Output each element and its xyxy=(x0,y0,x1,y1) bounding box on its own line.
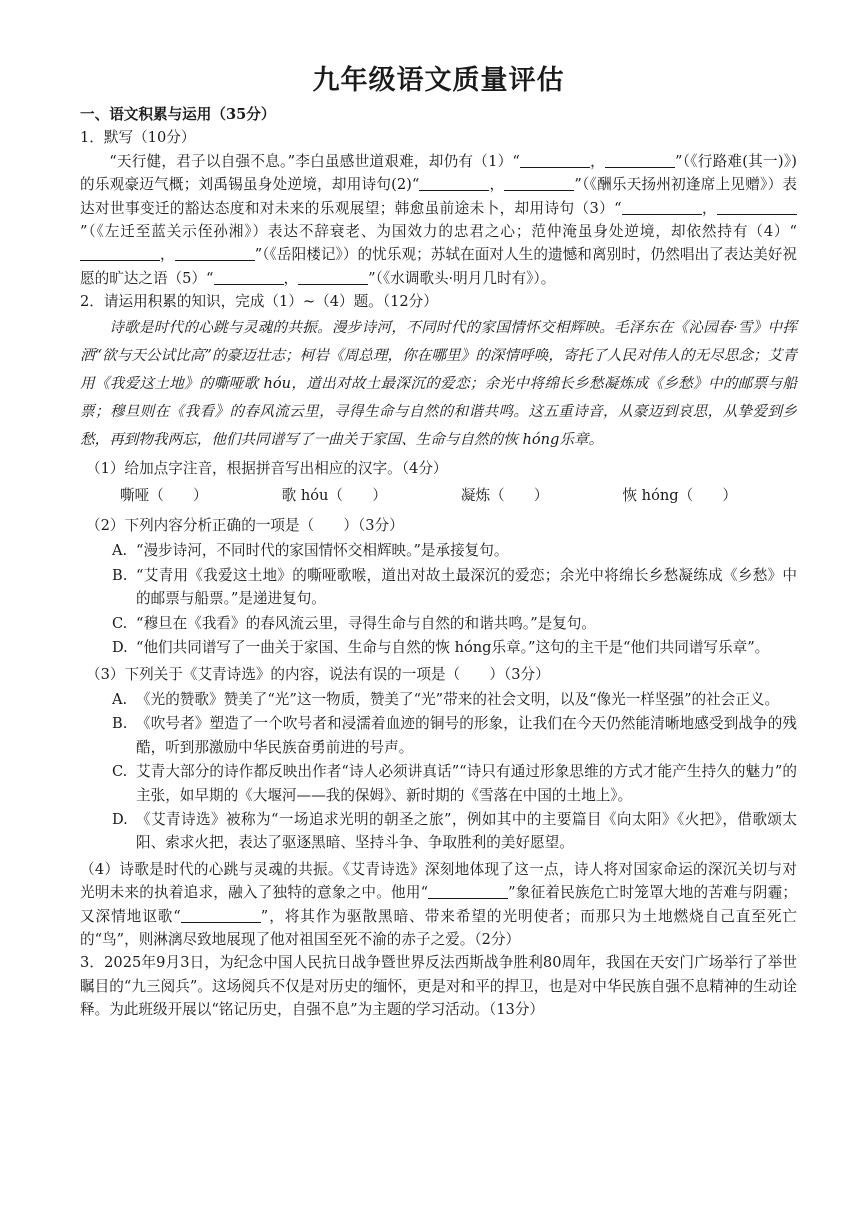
pinyin-item[interactable]: 嘶哑（ ） xyxy=(120,487,208,505)
option-c[interactable]: C. “穆旦在《我看》的春风流云里，寻得生命与自然的和谐共鸣。”是复句。 xyxy=(112,614,597,632)
q2-sub3: （3）下列关于《艾青诗选》的内容，说法有误的一项是（ ）（3分） xyxy=(86,665,550,683)
option-d[interactable]: D. “他们共同谱写了一曲关于家国、生命与自然的恢 hóng乐章。”这句的主干是“他们共同谱写乐章”。 xyxy=(112,639,770,657)
option-d[interactable]: D. 《艾青诗选》被称为“一场追求光明的朝圣之旅”，例如其中的主要篇目《向太阳》《火把》，借歌颂太阳、索求火把，表达了驱逐黑暗、坚持斗争、争取胜利的美好愿望。 xyxy=(112,810,797,852)
answer-blank[interactable] xyxy=(428,884,508,899)
answer-blank[interactable] xyxy=(622,200,702,215)
answer-blank[interactable] xyxy=(717,200,797,215)
answer-blank[interactable] xyxy=(520,153,590,168)
option-b[interactable]: B. 《吹号者》塑造了一个吹号者和浸濡着血迹的铜号的形象，让我们在今天仍然能清晰地感受到战争的残酷，听到那激励中华民族奋勇前进的号声。 xyxy=(112,715,797,756)
q2-heading: 2．请运用积累的知识，完成（1）~（4）题。（12分） xyxy=(80,293,438,311)
q2-sub1: （1）给加点字注音，根据拼音写出相应的汉字。（4分） xyxy=(86,459,448,477)
answer-blank[interactable] xyxy=(419,176,489,191)
answer-blank[interactable] xyxy=(504,176,574,191)
answer-blank[interactable] xyxy=(181,908,261,923)
q1-body: “天行健，君子以自强不息。”李白虽感世道艰难，却仍有（1）“ ， ”（《行路难(其一)》)的乐观豪迈气概；刘禹锡虽身处逆境，却用诗句(2)“ ， ”（《酬乐天扬州初逢席上见赠》）表达对世事变迁的豁达态度和对未来的乐观展望；韩愈虽前途未卜，却用诗句（3）“ ，”（《左迁至蓝关示侄孙湘》）表达不辞衰老、为国效力的忠君之心；范仲淹虽身处逆境，却依然持有（4）“， ”（《岳阳楼记》）的忧乐观；苏轼在面对人生的遗憾和离别时，仍然唱出了表达美好祝愿的旷达之语（5）“ ， ”（《水调歌头·明月几时有》）。 xyxy=(80,152,797,287)
option-a[interactable]: A. 《光的赞歌》赞美了“光”这一物质，赞美了“光”带来的社会文明，以及“像光一样坚强”的社会正义。 xyxy=(112,690,780,708)
q3-text: 3．2025年9月3日，为纪念中国人民抗日战争暨世界反法西斯战争胜利80周年，我国在天安门广场举行了举世瞩目的“九三阅兵”。这场阅兵不仅是对历史的缅怀，更是对和平的捍卫，也是对中华民族自强不息精神的生动诠释。为此班级开展以“铭记历史，自强不息”为主题的学习活动。（13分） xyxy=(80,954,797,1019)
pinyin-item[interactable]: 恢 hóng（ ） xyxy=(622,487,737,505)
section-heading: 一、语文积累与运用（35分） xyxy=(80,106,276,123)
pinyin-item[interactable]: 歌 hóu（ ） xyxy=(281,487,387,505)
answer-blank[interactable] xyxy=(214,270,284,285)
answer-blank[interactable] xyxy=(175,246,255,261)
answer-blank[interactable] xyxy=(605,153,675,168)
option-a[interactable]: A. “漫步诗河，不同时代的家国情怀交相辉映。”是承接复句。 xyxy=(112,542,509,560)
answer-blank[interactable] xyxy=(298,270,368,285)
pinyin-item[interactable]: 凝炼（ ） xyxy=(460,487,549,505)
option-c[interactable]: C. 艾青大部分的诗作都反映出作者“诗人必须讲真话”“诗只有通过形象思维的方式才能产生持久的魅力”的主张，如早期的《大堰河——我的保姆》、新时期的《雪落在中国的土地上》。 xyxy=(112,763,797,804)
q1-heading: 1．默写（10分） xyxy=(80,129,196,147)
option-b[interactable]: B. “艾青用《我爱这土地》的嘶哑歌喉，道出对故土最深沉的爱恋；余光中将绵长乡愁凝练成《乡愁》中的邮票与船票。”是递进复句。 xyxy=(112,566,797,608)
answer-blank[interactable] xyxy=(80,246,160,261)
page-title: 九年级语文质量评估 xyxy=(312,65,565,96)
pinyin-row xyxy=(80,482,797,511)
q2-passage: 诗歌是时代的心跳与灵魂的共振。漫步诗河，不同时代的家国情怀交相辉映。毛泽东在《沁园春·雪》中挥洒“欲与天公试比高”的豪迈壮志；柯岩《周总理，你在哪里》的深情呼唤，寄托了人民对伟人的无尽思念；艾青用《我爱这土地》的嘶哑歌 hóu，道出对故土最深沉的爱恋；余光中将绵长乡愁凝炼成《乡愁》中的邮票与船票；穆旦则在《我看》的春风流云里，寻得生命与自然的和谐共鸣。这五重诗音，从豪迈到哀思，从挚爱到乡愁，再到物我两忘，他们共同谱写了一曲关于家国、生命与自然的恢 hóng乐章。 xyxy=(80,318,797,448)
q2-sub2: （2）下列内容分析正确的一项是（ ）（3分） xyxy=(86,517,404,535)
q2-sub4: （4）诗歌是时代的心跳与灵魂的共振。《艾青诗选》深刻地体现了这一点，诗人将对国家命运的深沉关切与对光明未来的执着追求，融入了独特的意象之中。他用“ ”象征着民族危亡时笼罩大地的苦难与阴霾；又深情地讴歌“ ”，将其作为驱散黑暗、带来希望的光明使者；而那只为土地燃烧自己直至死亡的“鸟”，则淋漓尽致地展现了他对祖国至死不渝的赤子之爱。（2分） xyxy=(80,860,797,948)
